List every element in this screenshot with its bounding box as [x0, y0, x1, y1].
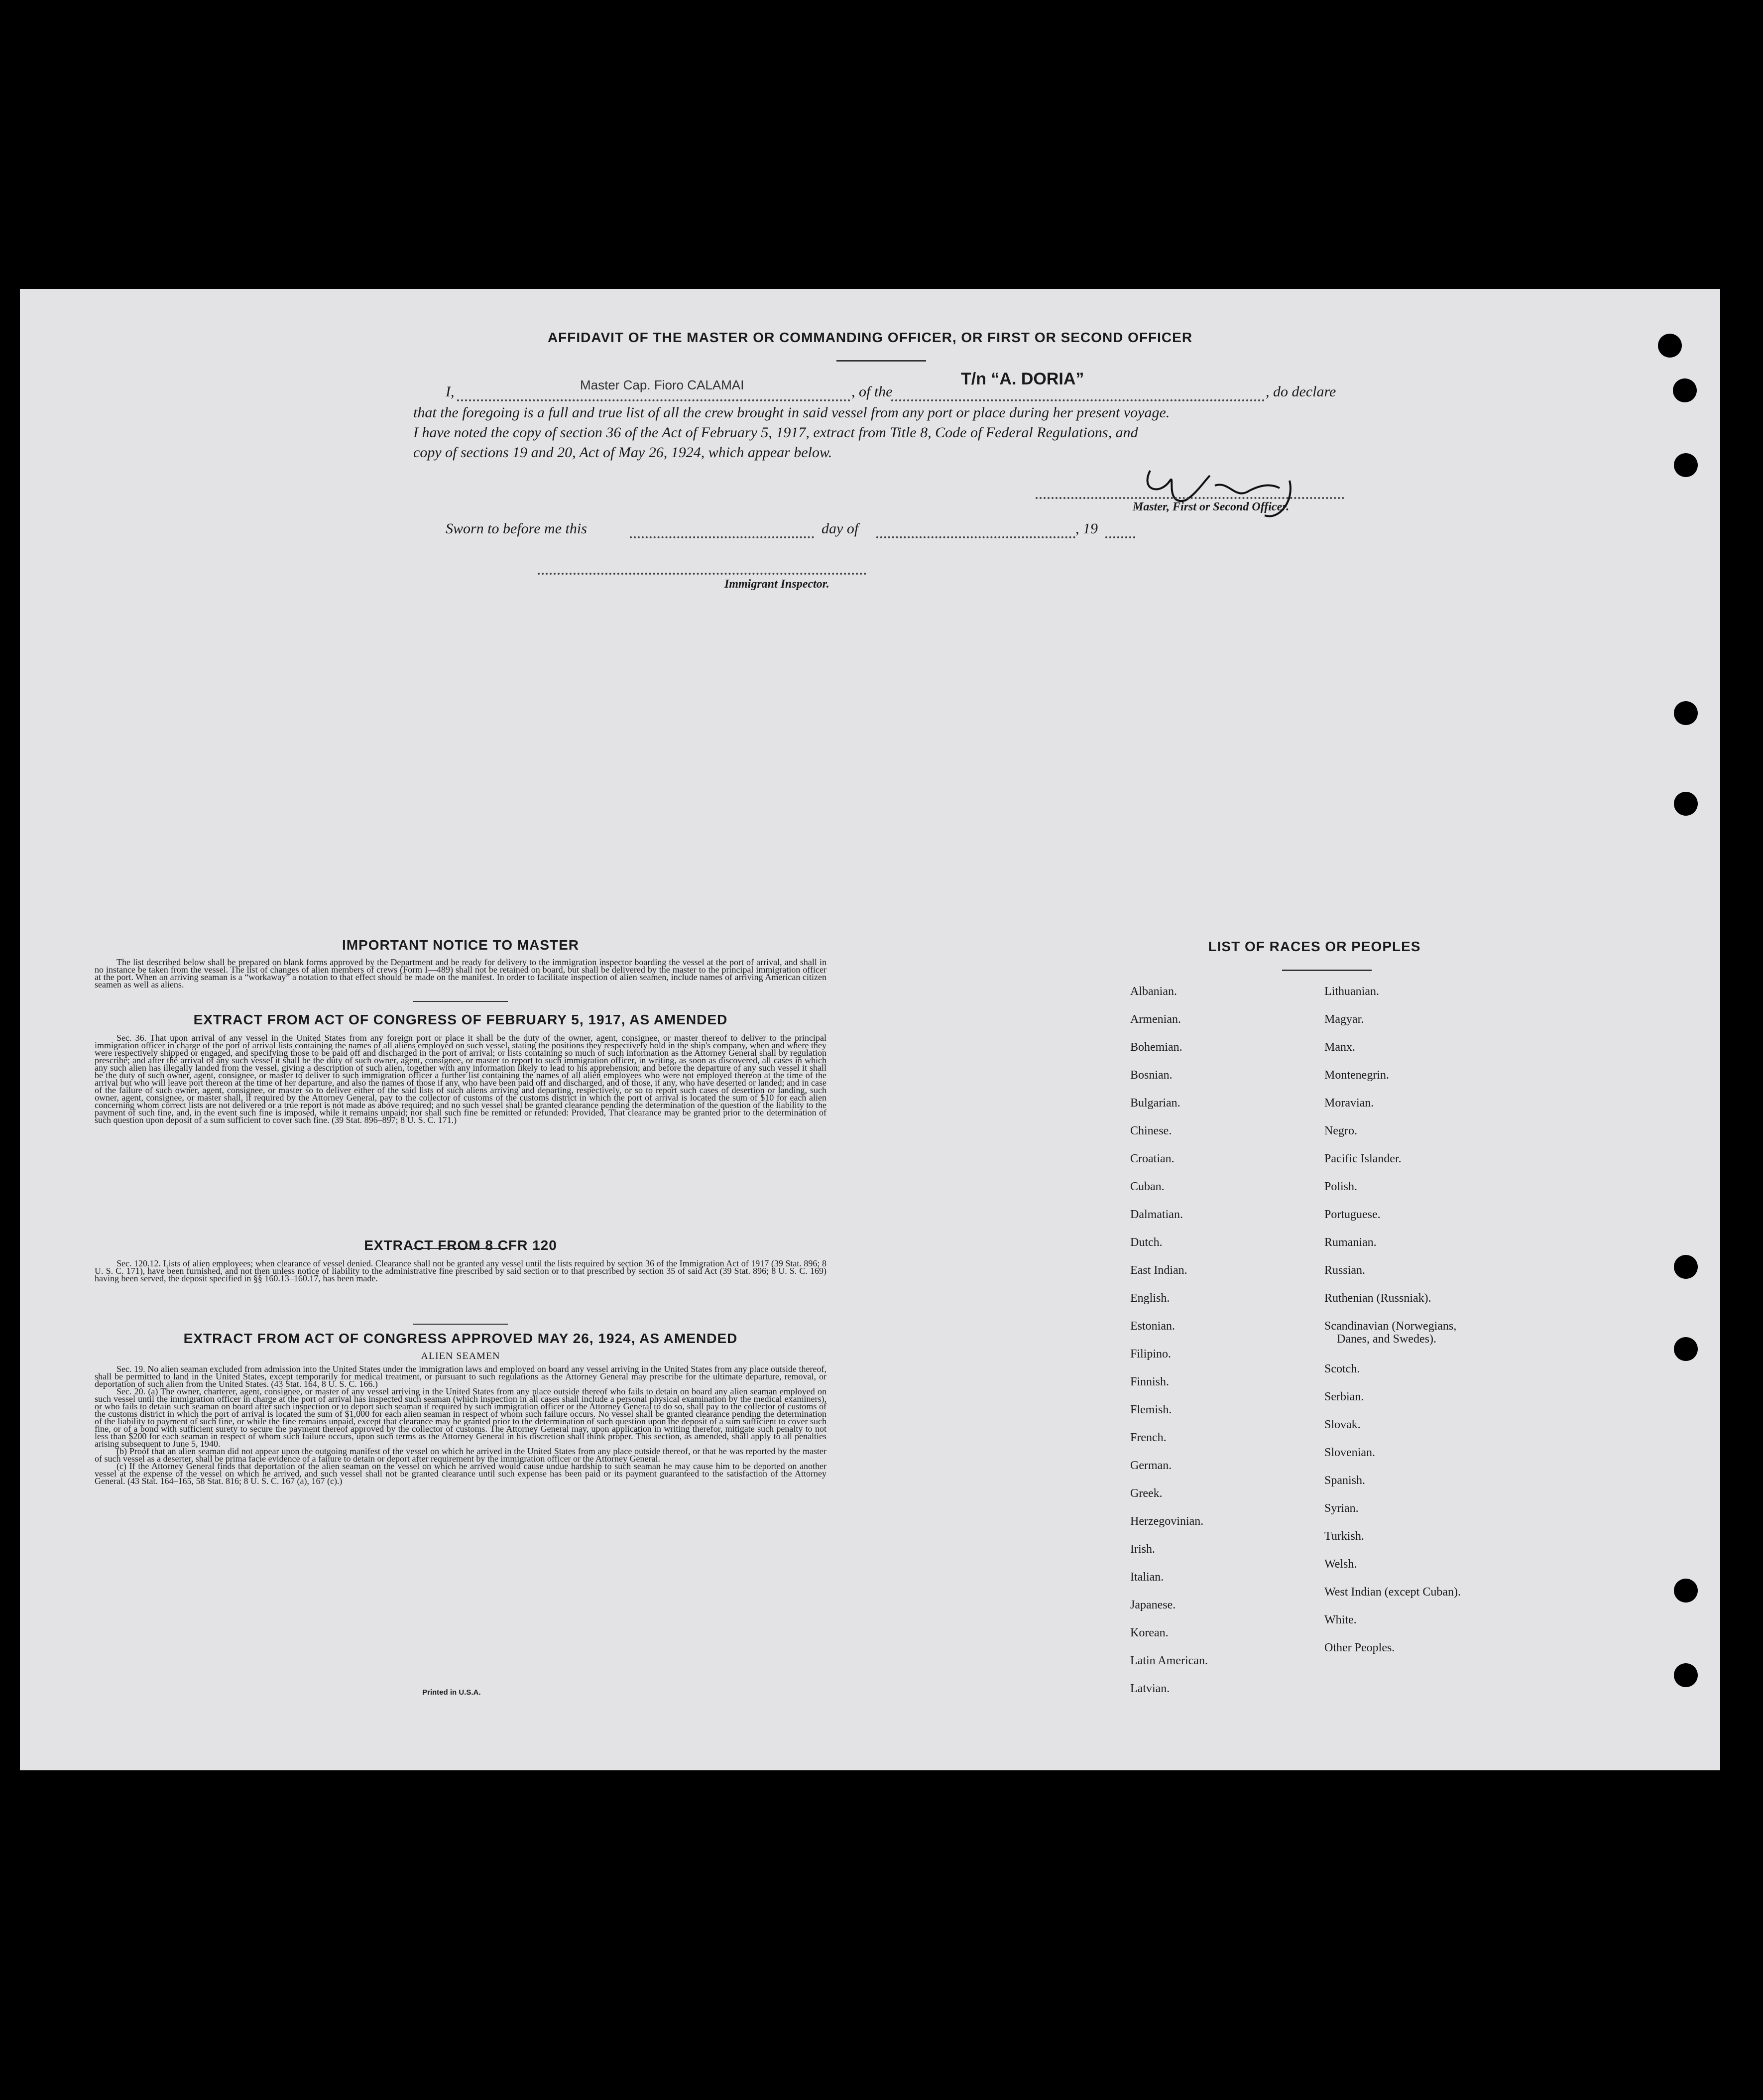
race-item: Dalmatian. [1130, 1208, 1183, 1221]
race-item: Cuban. [1130, 1180, 1165, 1193]
race-item: Bosnian. [1130, 1069, 1173, 1082]
race-item: Latin American. [1130, 1654, 1208, 1667]
affidavit-line2: that the foregoing is a full and true list of all the crew brought in said vessel from any port or place during her present voyage. [413, 404, 1170, 421]
race-item: Portuguese. [1324, 1208, 1381, 1221]
race-item: Manx. [1324, 1041, 1355, 1054]
race-item: West Indian (except Cuban). [1324, 1586, 1461, 1599]
extract-1924-title: EXTRACT FROM ACT OF CONGRESS APPROVED MAY 26, 1924, AS AMENDED [183, 1331, 738, 1346]
signature-caption: Master, First or Second Officer. [1133, 500, 1290, 513]
race-item: Pacific Islander. [1324, 1152, 1402, 1165]
race-item: Japanese. [1130, 1599, 1176, 1611]
race-item: Montenegrin. [1324, 1069, 1389, 1082]
extract-1917-title: EXTRACT FROM ACT OF CONGRESS OF FEBRUARY 5, 1917, AS AMENDED [193, 1012, 728, 1027]
punch-hole [1674, 1663, 1698, 1687]
notice-title: IMPORTANT NOTICE TO MASTER [342, 937, 580, 953]
punch-hole [1674, 453, 1698, 477]
race-item: Syrian. [1324, 1502, 1359, 1515]
race-item: Korean. [1130, 1626, 1169, 1639]
race-item: Greek. [1130, 1487, 1163, 1500]
race-item: Albanian. [1130, 985, 1177, 998]
punch-hole [1674, 1337, 1698, 1361]
affidavit-i-label: I, [446, 383, 455, 400]
race-item: Herzegovinian. [1130, 1515, 1204, 1528]
section-20a-paragraph: Sec. 20. (a) The owner, charterer, agent, consignee, or master of any vessel arriving in the United States from any place outside thereof who fails to detain on board any alien seaman employed on such vessel until the immigration officer in charge at the port of arrival has inspected such seaman (which inspection in all cases shall include a personal physical examination by the medical examiners), or who fails to detain such seaman on board after such inspection or to deport such seaman if required by such immigration officer or the Attorney General to do so, shall pay to the collector of customs of the customs district in which the port of arrival is located the sum of $1,000 for each alien seaman in respect of whom such failure occurs. No vessel shall be granted clearance pending the determination of the liability to payment of such fine, or while the fine remains unpaid, except that clearance may be granted prior to the determination of such question upon the deposit of a sum sufficient to cover such fine, or of a bond with sufficient surety to secure the payment thereof approved by the collector of customs. The Attorney General may, upon application in writing therefor, mitigate such penalty to not less than $200 for each seaman in respect of whom such failure occurs, upon such terms as the Attorney General in his discretion shall think proper. This section, as amended, shall apply to all penalties arising subsequent to June 5, 1940. [95, 1386, 826, 1449]
affidavit-line4: copy of sections 19 and 20, Act of May 26, 1924, which appear below. [413, 444, 832, 461]
race-item: White. [1324, 1613, 1357, 1626]
divider [1282, 970, 1372, 971]
race-item: Chinese. [1130, 1124, 1172, 1137]
section-20b-paragraph: (b) Proof that an alien seaman did not appear upon the outgoing manifest of the vessel on which he arrived in the United States from any place outside thereof, or that he was reported by the master of such vessel as a deserter, shall be prima facie evidence of a failure to detain or deport after requirement by the immigration officer or the Attorney General. [95, 1446, 826, 1464]
divider [413, 1001, 508, 1002]
race-item: English. [1130, 1292, 1170, 1305]
vessel-name: T/n “A. DORIA” [961, 370, 1084, 388]
extract-1917-paragraph: Sec. 36. That upon arrival of any vessel in the United States from any foreign port or place it shall be the duty of the owner, agent, consignee, or master thereof to deliver to the principal immigration officer in charge of the port of arrival lists containing the names of all aliens employed on such vessel, stating the positions they respectively hold in the ship's company, when and where they were respectively shipped or engaged, and specifying those to be paid off and discharged in the port of arrival; or lists containing so much of such information as the Attorney General shall by regulation prescribe; and after the arrival of any such vessel it shall be the duty of such owner, agent, consignee, or master to report to such immigration officer, in writing, as soon as discovered, all cases in which any such alien has illegally landed from the vessel, giving a description of such alien, together with any information likely to lead to his apprehension; and before the departure of any such vessel it shall be the duty of such owner, agent, consignee, or master to deliver to such immigration officer a further list containing the names of all alien employees who were not employed thereon at the time of the arrival but who will leave port thereon at the time of her departure, and also the names of those if any, who have been paid off and discharged, and of those, if any, who have deserted or landed; and in case of the failure of such owner, agent, consignee, or master so to deliver either of the said lists of such aliens arriving and departing, respectively, or so to report such cases of desertion or landing, such owner, agent, consignee, or master shall, if required by the Attorney General, pay to the collector of customs of the customs district in which the port of arrival is located the sum of $10 for each alien concerning whom correct lists are not delivered or a true report is not made as above required; and no such vessel shall be granted clearance pending the determination of the question of the liability to the payment of such fine, and, in the event such fine is imposed, while it remains unpaid; nor shall such fine be remitted or refunded: Provided, That clearance may be granted prior to the determination of such question upon deposit of a sum sufficient to cover such fine. (39 Stat. 896–897; 8 U. S. C. 171.) [95, 1033, 826, 1125]
race-item: Lithuanian. [1324, 985, 1379, 998]
vessel-name-line [891, 399, 1265, 401]
race-item: German. [1130, 1459, 1172, 1472]
punch-hole [1674, 701, 1698, 725]
signature-line [1036, 497, 1344, 499]
race-item: Bulgarian. [1130, 1097, 1180, 1110]
sworn-day-line [630, 536, 814, 538]
race-item: Ruthenian (Russniak). [1324, 1292, 1431, 1305]
notice-paragraph: The list described below shall be prepared on blank forms approved by the Department and be ready for delivery to the immigration inspector boarding the vessel at the port of arrival, and shall in no instance be taken from the vessel. The list of changes of alien members of crews (Form I—489) shall not be retained on board, but shall be delivered by the master to the principal immigration officer at the port. When an arriving seaman is a “workaway” a notation to that effect should be made on the manifest. In order to facilitate inspection of alien seamen, include names of arriving American citizen seamen as well as aliens. [95, 957, 826, 989]
race-item: Welsh. [1324, 1558, 1357, 1571]
sworn-label: Sworn to before me this [446, 520, 587, 537]
race-item: Serbian. [1324, 1390, 1364, 1403]
race-item: Italian. [1130, 1571, 1164, 1584]
race-item: Bohemian. [1130, 1041, 1182, 1054]
extract-cfr-paragraph: Sec. 120.12. Lists of alien employees; when clearance of vessel denied. Clearance shall not be granted any vessel until the lists required by section 36 of the Immigration Act of 1917 (39 Stat. 896; 8 U. S. C. 171), have been furnished, and not then unless notice of liability to the administrative fine prescribed by said section or to that prescribed by section 35 of said Act (39 Stat. 896; 8 U. S. C. 169) having been served, the deposit specified in §§ 160.13–160.17, has been made. [95, 1258, 826, 1283]
punch-hole [1674, 792, 1698, 816]
race-item: Armenian. [1130, 1013, 1181, 1026]
divider [413, 1324, 508, 1325]
race-item: Russian. [1324, 1264, 1366, 1277]
race-item: Flemish. [1130, 1403, 1172, 1416]
race-item: Scotch. [1324, 1362, 1360, 1375]
sworn-month-line [876, 536, 1075, 538]
race-item: Turkish. [1324, 1530, 1364, 1543]
race-item: Croatian. [1130, 1152, 1175, 1165]
race-item: Scandinavian (Norwegians, [1324, 1320, 1457, 1333]
race-item: East Indian. [1130, 1264, 1187, 1277]
affidavit-title: AFFIDAVIT OF THE MASTER OR COMMANDING OFFICER, OR FIRST OR SECOND OFFICER [547, 330, 1193, 345]
day-of-label: day of [822, 520, 859, 537]
race-item: Latvian. [1130, 1682, 1170, 1695]
race-item: Other Peoples. [1324, 1641, 1395, 1654]
master-name: Master Cap. Fioro CALAMAI [580, 377, 744, 392]
punch-hole [1674, 1579, 1698, 1603]
race-item: Negro. [1324, 1124, 1357, 1137]
divider [836, 360, 926, 362]
extract-cfr-title: EXTRACT FROM 8 CFR 120 [364, 1237, 557, 1253]
race-item: Moravian. [1324, 1097, 1374, 1110]
extract-1924-text [95, 1365, 826, 1485]
race-item: Filipino. [1130, 1348, 1172, 1360]
master-name-line [457, 399, 850, 401]
race-item: Spanish. [1324, 1474, 1366, 1487]
affidavit-line3: I have noted the copy of section 36 of the Act of February 5, 1917, extract from Title 8, Code of Federal Regulations, and [413, 424, 1138, 441]
punch-hole [1673, 378, 1697, 402]
sworn-year-line [1105, 536, 1135, 538]
master-signature [1130, 461, 1339, 530]
section-20c-paragraph: (c) If the Attorney General finds that deportation of the alien seaman on the vessel on which he arrived would cause undue hardship to such seaman he may cause him to be deported on another vessel at the expense of the vessel on which he arrived, and such vessel shall not be granted clearance until such expense has been paid or its payment guaranteed to the satisfaction of the Attorney General. (43 Stat. 164–165, 58 Stat. 816; 8 U. S. C. 167 (a), 167 (c).) [95, 1461, 826, 1486]
affidavit-do-declare: , do declare [1266, 383, 1336, 400]
section-19-paragraph: Sec. 19. No alien seaman excluded from admission into the United States under the immigration laws and employed on board any vessel arriving in the United States from any place outside thereof, shall be permitted to land in the United States, except temporarily for medical treatment, or pursuant to such regulations as the Attorney General may prescribe for the ultimate departure, removal, or deportation of such alien from the United States. (43 Stat. 164, 8 U. S. C. 166.) [95, 1364, 826, 1389]
race-item: Rumanian. [1324, 1236, 1377, 1249]
extract-1917-text [95, 1034, 826, 1124]
year-label: , 19 [1075, 520, 1098, 537]
races-title: LIST OF RACES OR PEOPLES [1208, 939, 1421, 954]
printed-in-usa: Printed in U.S.A. [422, 1688, 481, 1697]
race-item: French. [1130, 1431, 1167, 1444]
race-item: Slovenian. [1324, 1446, 1375, 1459]
affidavit-of-the: , of the [851, 383, 893, 400]
notice-text [95, 959, 826, 988]
inspector-caption: Immigrant Inspector. [724, 578, 829, 591]
race-item: Irish. [1130, 1543, 1155, 1556]
document-sheet [20, 289, 1720, 1770]
race-item: Estonian. [1130, 1320, 1175, 1333]
race-item: Dutch. [1130, 1236, 1163, 1249]
race-item: Polish. [1324, 1180, 1358, 1193]
race-item: Magyar. [1324, 1013, 1364, 1026]
inspector-line [538, 573, 866, 575]
punch-hole [1674, 1255, 1698, 1279]
extract-cfr-text [95, 1260, 826, 1282]
extract-1924-subtitle: ALIEN SEAMEN [421, 1351, 500, 1361]
race-item: Finnish. [1130, 1375, 1170, 1388]
race-item: Danes, and Swedes). [1337, 1333, 1436, 1346]
race-item: Slovak. [1324, 1418, 1361, 1431]
